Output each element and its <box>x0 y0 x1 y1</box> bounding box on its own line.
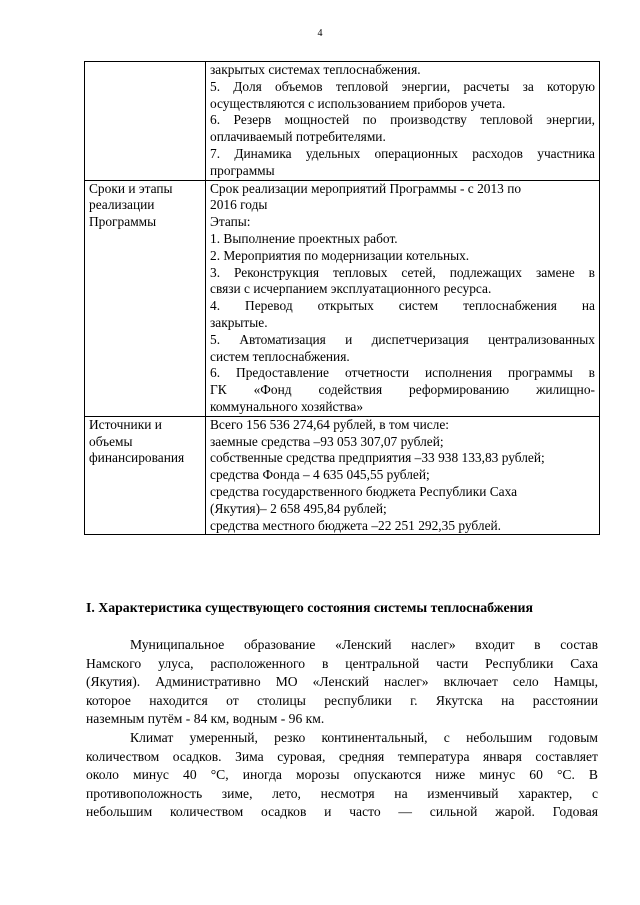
paragraph-line: небольшим количеством осадков и часто — сильной жарой. Годовая <box>86 804 598 820</box>
paragraph-line: которое находится от столицы республики г. Якутска на расстоянии <box>86 692 598 708</box>
table-text-line: осуществляются с использованием приборов учета. <box>210 95 506 111</box>
paragraph <box>86 636 598 729</box>
page-number: 4 <box>317 28 323 39</box>
table-cell-label <box>85 416 206 535</box>
table-text-line: средства местного бюджета –22 251 292,35 рублей. <box>210 517 502 533</box>
section-body <box>86 636 598 822</box>
table-text-line: ГК «Фонд содействия реформированию жилищно- <box>210 382 595 398</box>
paragraph-line: количеством осадков. Зима суровая, средняя температура января составляет <box>86 748 598 764</box>
table-text-line: заемные средства –93 053 307,07 рублей; <box>210 433 444 449</box>
table-text-line: связи с исчерпанием эксплуатационного ресурса. <box>210 281 492 297</box>
table-cell-label <box>85 62 206 181</box>
table-row <box>85 180 600 416</box>
table-text-line: Этапы: <box>210 214 251 230</box>
table-text-line: закрытые. <box>210 314 268 330</box>
table-text-line: 5. Доля объемов тепловой энергии, расчеты за которую <box>210 78 595 94</box>
table-text-line: 6. Резерв мощностей по производству тепловой энергии, <box>210 112 595 128</box>
table-row <box>85 62 600 181</box>
table-text-line: собственные средства предприятия –33 938 133,83 рублей; <box>210 450 545 466</box>
table-cell-content <box>206 180 600 416</box>
paragraph-line: (Якутия). Административно МО «Ленский наслег» включает село Намцы, <box>86 674 598 690</box>
table-text-line: 1. Выполнение проектных работ. <box>210 230 398 246</box>
table-label-line: объемы <box>89 433 133 449</box>
paragraph-line: противоположность зиме, лето, несмотря на изменчивый характер, с <box>86 785 598 801</box>
table-text-line: 2016 годы <box>210 197 268 213</box>
table-label-line: Сроки и этапы <box>89 180 173 196</box>
table-text-line: 6. Предоставление отчетности исполнения программы в <box>210 365 595 381</box>
program-passport-table <box>84 61 600 535</box>
paragraph-line: около минус 40 °С, иногда морозы опускаются ниже минус 60 °С. В <box>86 767 598 783</box>
paragraph-line: Муниципальное образование «Ленский наслег» входит в состав <box>130 637 598 652</box>
paragraph-line: наземным путём - 84 км, водным - 96 км. <box>86 711 325 727</box>
paragraph-line: Климат умеренный, резко континентальный, с небольшим годовым <box>130 729 598 745</box>
table-text-line: 7. Динамика удельных операционных расходов участника <box>210 145 595 161</box>
table-text-line: Всего 156 536 274,64 рублей, в том числе: <box>210 416 450 432</box>
paragraph-line: Намского улуса, расположенного в центральной части Республики Саха <box>86 655 598 671</box>
table-cell-label <box>85 180 206 416</box>
table-text-line: средства государственного бюджета Республики Саха <box>210 483 518 499</box>
table-text-line: коммунального хозяйства» <box>210 398 364 414</box>
table-text-line: 4. Перевод открытых систем теплоснабжения на <box>210 298 595 314</box>
table-text-line: оплачиваемый потребителями. <box>210 129 386 145</box>
table-text-line: закрытых системах теплоснабжения. <box>210 62 421 77</box>
paragraph <box>86 729 598 822</box>
table-label-line: Источники и <box>89 416 162 432</box>
table-label-line: реализации <box>89 197 155 213</box>
table-text-line: программы <box>210 162 275 178</box>
table-cell-content <box>206 416 600 535</box>
table-text-line: (Якутия)– 2 658 495,84 рублей; <box>210 500 387 516</box>
table-label-line: финансирования <box>89 450 185 466</box>
table-text-line: 2. Мероприятия по модернизации котельных. <box>210 247 470 263</box>
table-row <box>85 416 600 535</box>
section-heading: I. Характеристика существующего состояния системы теплоснабжения <box>86 600 533 615</box>
table-text-line: средства Фонда – 4 635 045,55 рублей; <box>210 467 430 483</box>
table-text-line: 3. Реконструкция тепловых сетей, подлежащих замене в <box>210 264 595 280</box>
table-label-line: Программы <box>89 214 157 230</box>
table-text-line: систем теплоснабжения. <box>210 348 350 364</box>
table-text-line: 5. Автоматизация и диспетчеризация централизованных <box>210 331 595 347</box>
table-cell-content <box>206 62 600 181</box>
table-text-line: Срок реализации мероприятий Программы - с 2013 по <box>210 180 522 196</box>
